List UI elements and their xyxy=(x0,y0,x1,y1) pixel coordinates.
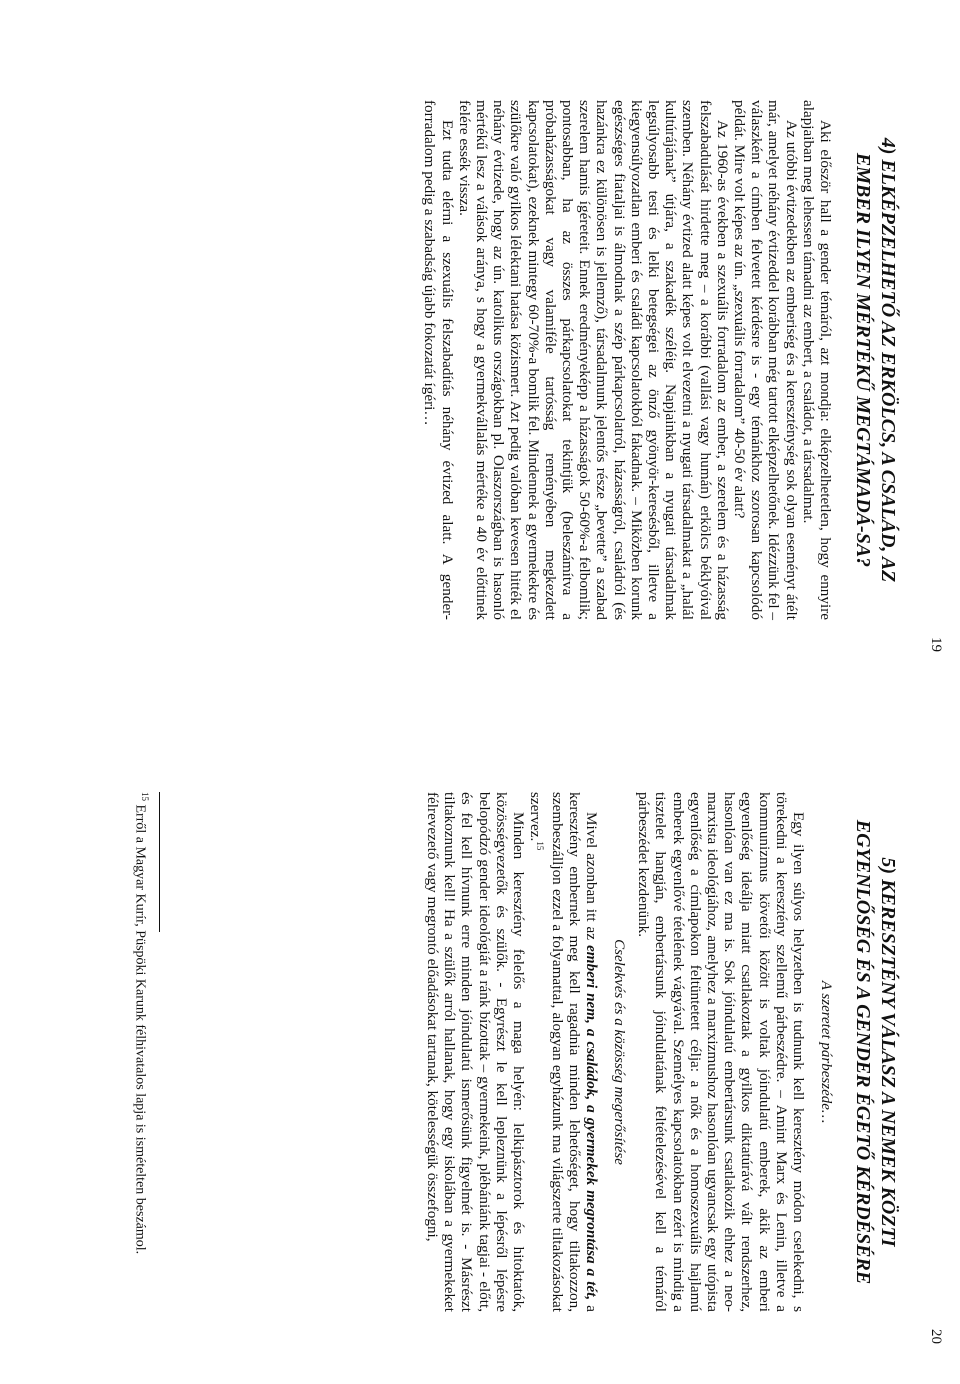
paragraph: Aki először hall a gender témáról, azt mondja: elképzelhetetlen, hogy ennyire alapjaiban meg lehessen támadni az embert, a családot, a társadalmat. xyxy=(799,100,834,620)
footnote-number: 15 xyxy=(140,792,150,801)
left-column xyxy=(421,100,900,620)
footnote-text: Erről a Magyar Kurír, Püspöki Karunk félhivatalos lapja is ismételten beszámol. xyxy=(132,804,148,1255)
paragraph: Egy ilyen súlyos helyzetben is tudnunk kell keresztény módon cselekedni, s törekedni a keresztény szellemű párbeszédre. – Amint Marx és Lenin, illetve a kommunizmus követői között is voltak jóindulatú emberek, akik az emberi egyenlőség ideálja miatt csatlakoztak a gyilkos diktatúrává vált rendszerhez, hasonlóan van ez ma is. Sok jóindulatú embertársunk csatlakozik ehhez a neo-marxista ideológiához, amelyhez a marxizmushoz hasonlóan ugyancsak egy utópista egyenlőség a címlapokon feltüntetett célja: a nők és a homoszexuális hajlamú emberek egyenlővé tételének vágyával. Személyes kapcsolatokban ezért is mindig a tisztelet hangján, embertársunk jóindulatának feltételezésével kell a témáról párbeszédet kezdenünk. xyxy=(635,792,807,1312)
subheading: Cselekvés és a közösség megerősítése xyxy=(610,939,627,1165)
page-right xyxy=(0,692,960,1384)
footnote-marker: 15 xyxy=(535,841,546,851)
footnote-rule xyxy=(159,792,160,932)
text-run: a keresztény embernek meg kell ragadnia minden lehetőséget, hogy tiltakozzon, szembeszálljon ezzel a folyamattal, alogyan egyházunk ma világszerte tiltakozásokat szervez. xyxy=(527,792,600,1312)
page-number: 19 xyxy=(928,637,944,652)
page-number: 20 xyxy=(928,1329,944,1344)
emphasis: emberi nem, a családok, a gyermekek megrontása a tét, xyxy=(582,945,600,1301)
chapter-title: 4) ELKÉPZELHETŐ AZ ERKÖLCS, A CSALÁD, AZ EMBER ILYEN MÉRTÉKŰ MEGTÁMADÁ-SA? xyxy=(852,137,899,583)
paragraph xyxy=(527,792,600,1312)
subheading: A szeretet párbeszéde… xyxy=(818,980,834,1124)
text-run: Mivel azonban itt az xyxy=(582,812,600,946)
paragraph: Az utóbbi évtizedekben az emberiség és a kereszténység sok olyan eseményt átélt már, amelyet néhány évtizeddel korábban még tartott elképzelhetőnek. Idézzünk fel – válaszként a címben felvetett kérdésre is - egy témánkhoz szorosan kapcsolódó példát. Mire volt képes az ún. „szexuális forradalom” 40-50 év alatt? xyxy=(730,100,800,620)
paragraph: Ezt tudta elérni a szexuális felszabadítás néhány évtized alatt. A gender-forradalom pedig a szabadság újabb fokozatát ígéri… xyxy=(421,100,456,620)
right-column xyxy=(424,792,900,1312)
footnote xyxy=(131,792,160,1312)
paragraph: Az 1960-as években a szexuális forradalom az ember, a szerelem és a házasság felszabadulását hirdette meg – a korábbi (vallási vagy humán) erkölcs béklyóival szemben. Néhány évtized alatt képes volt elvezetni a nyugati társadalmakat a „halál kultúrájának” útjára, a szakadék széléig. Napjainkban a nyugati társadalmak legsúlyosabb testi és lelki betegségei az önző gyönyör-keresésből, illetve a kiegyensúlyozatlan emberi és családi kapcsolatokból fakadnak. – Miközben korunk egészséges fiataljai is álmodnak a szép párkapcsolatról, házasságról, családról (és hazánkra ez különösen is jellemző), társadalmunk jelentős része „bevette” a szabad szerelem hamis ígéreteit. Ennek eredményeképp a házasságok 50-60%-a felbomlik; pontosabban, ha az összes párkapcsolatokat tekintjük (beleszámítva a próbaházasságokat vagy valamiféle tartósság reményében megkezdett kapcsolatokat), ezeknek mintegy 60-70%-a bomlik fel. Mindennek a gyermekekre és szülőkre való gyilkos lélektani hatása közismert. Azt pedig valóban kevesen hitték el néhány évtizede, hogy az ún. katolikus országokban pl. Olaszországban is hasonló mértékű lesz a válások aránya, s hogy a gyermekvállalás mértéke a 40 év előttinek felére essék vissza. xyxy=(455,100,731,620)
chapter-title: 5) KERESZTÉNY VÁLASZ A NEMEK KÖZTI EGYENLŐSÉG ÉS A GENDER ÉGETŐ KÉRDÉSÉRE xyxy=(852,819,899,1285)
paragraph: Minden keresztény felelős a maga helyén: lelkipásztorok és hitoktatók, közösségvezetők és szülők. - Egyrészt le kell lepleznünk a lépésről lépésre belopódzó gender ideológiát a ránk bízottak – gyermekeink, plébániánk tagjai - előtt, és fel kell hívnunk erre minden jóindulatú ismerősünk figyelmét is. - Másrészt tiltakoznunk kell! Ha a szülők arról hallanak, hogy egy iskolában a gyermekeket félrevezető vagy megrontó előadásokat tartanak, kötelességük összefogni, xyxy=(424,792,528,1312)
